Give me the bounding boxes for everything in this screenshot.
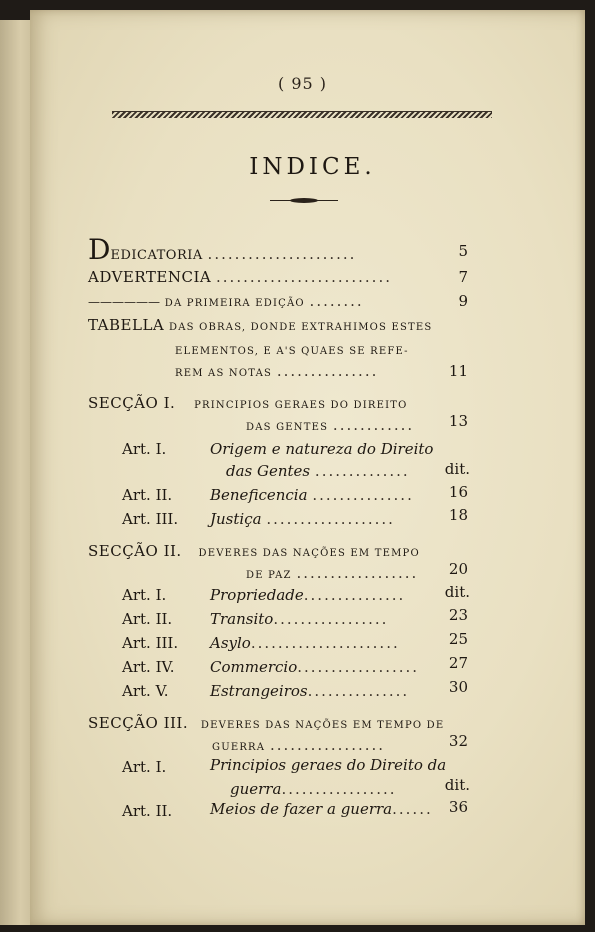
page-ref: 32	[448, 732, 468, 750]
leader-dots: ...............	[307, 682, 410, 700]
page-ref: dit.	[444, 460, 470, 478]
toc-article	[122, 658, 174, 678]
page-ref: 18	[448, 506, 468, 524]
page-ref: 30	[448, 678, 468, 696]
toc-article-title	[210, 682, 409, 702]
page-ref: 20	[448, 560, 468, 578]
toc-article-title	[210, 440, 433, 460]
toc-article-title	[210, 510, 395, 530]
toc-article	[122, 634, 178, 654]
article-number: Art. II.	[122, 802, 173, 820]
page-ref: dit.	[444, 583, 470, 601]
article-title: Principios geraes do Direito da	[210, 756, 447, 774]
entry-text-line: REM AS NOTAS	[175, 368, 273, 379]
toc-entry-tabella	[88, 316, 432, 336]
toc-section-3	[88, 714, 444, 734]
section-title-line: DE PAZ	[246, 570, 292, 581]
entry-label: TABELLA	[88, 316, 165, 334]
leader-dots: ......	[392, 800, 433, 818]
article-number: Art. I.	[122, 440, 167, 458]
article-title: Origem e natureza do Direito	[210, 440, 434, 458]
ditto-dash: ——————	[88, 295, 160, 309]
article-title: Asylo	[210, 634, 251, 652]
page-ref: 7	[458, 268, 468, 286]
section-label: SECÇÃO II.	[88, 542, 182, 560]
toc-entry-dedicatoria	[88, 233, 357, 266]
article-title: Commercio	[210, 658, 298, 676]
page-ref: 23	[448, 606, 468, 624]
drop-initial: D	[88, 233, 111, 266]
toc-article	[122, 682, 169, 702]
page-ref: 11	[448, 362, 468, 380]
section-title-line: PRINCIPIOS GERAES DO DIREITO	[194, 400, 408, 411]
toc-article	[122, 510, 178, 530]
article-title: das Gentes	[226, 462, 311, 480]
article-number: Art. I.	[122, 586, 167, 604]
entry-label: EDICATORIA	[110, 248, 203, 263]
article-number: Art. III.	[122, 634, 179, 652]
article-number: Art. II.	[122, 610, 173, 628]
toc-entry-tabella-cont	[175, 362, 378, 382]
section-title-line: DEVERES DAS NAÇÕES EM TEMPO	[198, 548, 420, 559]
section-title-line: DEVERES DAS NAÇÕES EM TEMPO DE	[200, 720, 445, 731]
toc-article	[122, 610, 172, 630]
leader-dots: ............	[332, 416, 415, 434]
leader-dots: ..............	[314, 462, 410, 480]
toc-entry-advertencia	[88, 268, 392, 288]
article-title: Beneficencia	[210, 486, 308, 504]
leader-dots: ......................	[207, 245, 357, 263]
toc-article-title	[210, 658, 419, 678]
leader-dots: ..........................	[216, 268, 392, 286]
toc-section-2-cont	[246, 564, 418, 584]
leader-dots: .................	[273, 610, 389, 628]
toc-article-title	[210, 756, 446, 776]
leader-dots: ...................	[266, 510, 395, 528]
toc-article	[122, 802, 172, 822]
page-ref: dit.	[444, 776, 470, 794]
leader-dots: ..................	[297, 658, 420, 676]
article-title: Transito	[210, 610, 274, 628]
toc-article	[122, 440, 166, 460]
toc-article-title-cont	[226, 462, 410, 482]
toc-entry-primeira-edicao	[88, 292, 364, 312]
article-number: Art. II.	[122, 486, 173, 504]
article-number: Art. I.	[122, 758, 167, 776]
leader-dots: .................	[281, 780, 397, 798]
page-ref: 5	[458, 242, 468, 260]
leader-dots: ........	[309, 292, 364, 310]
page-ref: 9	[458, 292, 468, 310]
toc-article-title	[210, 634, 400, 654]
entry-text-line: DAS OBRAS, DONDE EXTRAHIMOS ESTES	[169, 322, 433, 333]
leader-dots: ...............	[303, 586, 406, 604]
page-ref: 36	[448, 798, 468, 816]
toc-article	[122, 586, 166, 606]
toc-article-title-cont	[230, 780, 397, 800]
article-title: Justiça	[210, 510, 262, 528]
article-number: Art. IV.	[122, 658, 175, 676]
article-title: guerra	[230, 780, 282, 798]
section-label: SECÇÃO III.	[88, 714, 189, 732]
article-number: Art. III.	[122, 510, 179, 528]
leader-dots: .................	[269, 736, 386, 754]
article-number: Art. V.	[122, 682, 169, 700]
toc-entry-tabella-cont	[175, 340, 409, 360]
leader-dots: ...............	[312, 486, 414, 504]
page-ref: 16	[448, 483, 468, 501]
page-ref: 13	[448, 412, 468, 430]
article-title: Propriedade	[210, 586, 304, 604]
section-title-line: GUERRA	[212, 742, 266, 753]
toc-article-title	[210, 610, 388, 630]
toc-section-1	[88, 394, 408, 414]
toc-section-3-cont	[212, 736, 385, 756]
section-title-line: DAS GENTES	[246, 422, 329, 433]
article-title: Estrangeiros	[210, 682, 308, 700]
page-title: INDICE.	[249, 154, 376, 180]
section-label: SECÇÃO I.	[88, 394, 176, 412]
toc-section-1-cont	[246, 416, 414, 436]
leader-dots: ......................	[250, 634, 400, 652]
toc-article-title	[210, 586, 405, 606]
page-ref: 25	[448, 630, 468, 648]
toc-article-title	[210, 800, 433, 820]
leader-dots: ...............	[276, 362, 379, 380]
leader-dots: ..................	[296, 564, 419, 582]
entry-label: DA PRIMEIRA EDIÇÃO	[164, 298, 305, 309]
toc-section-2	[88, 542, 420, 562]
toc-article-title	[210, 486, 414, 506]
entry-label: ADVERTENCIA	[88, 268, 212, 286]
entry-text-line: ELEMENTOS, E A'S QUAES SE REFE-	[175, 346, 409, 357]
page-ref: 27	[448, 654, 468, 672]
page-number-header: ( 95 )	[278, 74, 328, 93]
toc-article	[122, 758, 166, 778]
article-title: Meios de fazer a guerra	[210, 800, 393, 818]
toc-article	[122, 486, 172, 506]
